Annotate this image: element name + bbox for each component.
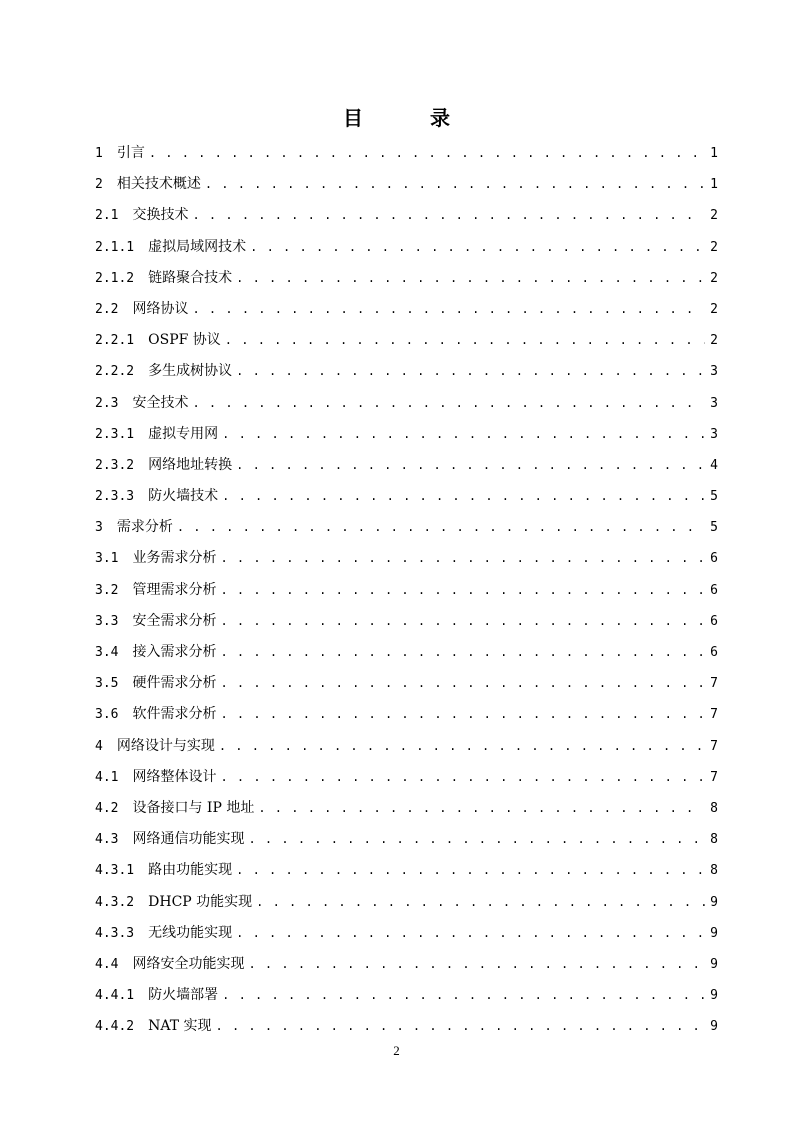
toc-entry-number: 2.2.1 — [95, 333, 135, 349]
toc-entry[interactable] — [95, 918, 718, 949]
toc-leader-dots — [220, 575, 705, 606]
toc-entry-title: 管理需求分析 — [132, 581, 217, 598]
toc-entry-title: 网络安全功能实现 — [132, 955, 245, 972]
toc-entry-number: 4.4 — [95, 956, 119, 972]
toc-entry-page: 8 — [710, 832, 718, 848]
toc-entry-number: 4.4.2 — [95, 1019, 135, 1035]
page-title: 目 录 — [343, 106, 480, 130]
toc-entry[interactable] — [95, 887, 718, 918]
toc-entry-page: 3 — [710, 364, 718, 380]
toc-entry[interactable] — [95, 138, 718, 169]
toc-entry-page: 9 — [710, 956, 718, 972]
toc-entry-number: 4.3.3 — [95, 925, 135, 941]
toc-leader-dots — [220, 699, 705, 730]
toc-leader-dots — [236, 263, 705, 294]
toc-entry[interactable] — [95, 980, 718, 1011]
toc-entry-title: 网络设计与实现 — [116, 737, 215, 754]
toc-entry[interactable] — [95, 419, 718, 450]
toc-leader-dots — [222, 481, 705, 512]
toc-entry[interactable] — [95, 762, 718, 793]
toc-entry[interactable] — [95, 169, 718, 200]
toc-leader-dots — [192, 294, 705, 325]
toc-entry-number: 2.3.2 — [95, 457, 135, 473]
toc-leader-dots — [236, 450, 705, 481]
toc-entry[interactable] — [95, 824, 718, 855]
toc-entry-number: 4.3.2 — [95, 894, 135, 910]
toc-entry-page: 2 — [710, 301, 718, 317]
toc-entry[interactable] — [95, 731, 718, 762]
toc-entry-number: 2.1.2 — [95, 270, 135, 286]
toc-leader-dots — [219, 731, 705, 762]
toc-entry-title: 路由功能实现 — [148, 862, 233, 879]
toc-entry-title: 链路聚合技术 — [148, 269, 233, 286]
toc-leader-dots — [222, 980, 705, 1011]
toc-entry-title: 多生成树协议 — [148, 363, 233, 380]
toc-leader-dots — [236, 855, 705, 886]
toc-entry-page: 7 — [710, 738, 718, 754]
toc-entry-number: 3 — [95, 520, 103, 536]
toc-leader-dots — [225, 325, 705, 356]
toc-entry[interactable] — [95, 575, 718, 606]
toc-entry-title: 设备接口与 IP 地址 — [132, 799, 255, 816]
toc-entry-page: 6 — [710, 551, 718, 567]
toc-entry-title: 接入需求分析 — [132, 644, 217, 660]
toc-entry-number: 4.3.1 — [95, 863, 135, 879]
toc-entry-number: 2.2 — [95, 301, 119, 317]
toc-entry[interactable] — [95, 325, 718, 356]
toc-entry[interactable] — [95, 668, 718, 699]
toc-entry-page: 4 — [710, 457, 718, 473]
toc-entry-title: 需求分析 — [116, 519, 173, 536]
toc-entry-page: 9 — [710, 1019, 718, 1035]
toc-entry[interactable] — [95, 356, 718, 387]
toc-entry-number: 4.2 — [95, 800, 119, 816]
toc-entry-number: 2.3 — [95, 395, 119, 411]
toc-entry-number: 4 — [95, 738, 103, 754]
toc-entry-page: 2 — [710, 333, 718, 349]
toc-entry-title: 无线功能实现 — [148, 924, 233, 941]
toc-entry[interactable] — [95, 450, 718, 481]
toc-entry-page: 5 — [710, 489, 718, 505]
toc-entry-title: 交换技术 — [132, 207, 189, 224]
toc-entry-number: 2.3.1 — [95, 426, 135, 442]
toc-entry-number: 3.4 — [95, 645, 119, 660]
toc-entry-page: 9 — [710, 988, 718, 1004]
toc-leader-dots — [149, 138, 705, 169]
toc-entry-page: 1 — [710, 177, 718, 193]
toc-entry[interactable] — [95, 606, 718, 637]
toc-entry-number: 2.1 — [95, 208, 119, 224]
toc-entry[interactable] — [95, 200, 718, 231]
toc-entry-page: 1 — [710, 146, 718, 161]
toc-entry-page: 7 — [710, 676, 718, 692]
toc-leader-dots — [248, 949, 705, 980]
toc-entry-page: 2 — [710, 270, 718, 286]
toc-entry[interactable] — [95, 481, 718, 512]
toc-entry-title: 虚拟局域网技术 — [148, 238, 247, 255]
toc-entry-number: 1 — [95, 146, 103, 161]
toc-entry-number: 2.2.2 — [95, 364, 135, 380]
toc-entry-number: 3.1 — [95, 551, 119, 567]
toc-entry[interactable] — [95, 949, 718, 980]
toc-entry-page: 3 — [710, 426, 718, 442]
toc-entry-number: 2.3.3 — [95, 489, 135, 505]
toc-entry-title: OSPF 协议 — [148, 332, 221, 349]
toc-entry-number: 2.1.1 — [95, 239, 135, 255]
toc-entry-number: 4.4.1 — [95, 988, 135, 1004]
toc-entry-page: 2 — [710, 208, 718, 224]
toc-leader-dots — [216, 1011, 705, 1042]
toc-entry[interactable] — [95, 388, 718, 419]
toc-entry-title: 网络整体设计 — [132, 768, 217, 785]
toc-entry-title: 引言 — [116, 145, 145, 161]
toc-entry-page: 2 — [710, 239, 718, 255]
toc-entry-title: 安全技术 — [132, 394, 189, 411]
toc-entry-title: DHCP 功能实现 — [148, 893, 253, 910]
toc-entry[interactable] — [95, 232, 718, 263]
toc-entry-page: 6 — [710, 645, 718, 660]
toc-entry-page: 7 — [710, 769, 718, 785]
toc-entry-title: 相关技术概述 — [116, 176, 201, 193]
toc-entry[interactable] — [95, 512, 718, 543]
page-number: 2 — [393, 1043, 400, 1058]
toc-leader-dots — [220, 668, 705, 699]
toc-entry-title: 安全需求分析 — [132, 612, 217, 629]
toc-entry-page: 6 — [710, 613, 718, 629]
toc-entry-title: 防火墙技术 — [148, 488, 219, 505]
toc-entry-number: 4.3 — [95, 832, 119, 848]
toc-leader-dots — [236, 356, 705, 387]
toc-entry[interactable] — [95, 1011, 718, 1042]
toc-entry[interactable] — [95, 699, 718, 730]
toc-entry-page: 8 — [710, 800, 718, 816]
toc-entry[interactable] — [95, 294, 718, 325]
table-of-contents — [95, 138, 718, 1042]
toc-entry[interactable] — [95, 263, 718, 294]
toc-entry-number: 3.3 — [95, 613, 119, 629]
toc-entry-number: 3.5 — [95, 676, 119, 692]
toc-entry-number: 3.6 — [95, 707, 119, 723]
toc-entry[interactable] — [95, 637, 718, 668]
toc-leader-dots — [220, 606, 705, 637]
toc-entry-title: 业务需求分析 — [132, 550, 217, 567]
toc-entry-number: 3.2 — [95, 582, 119, 598]
toc-entry[interactable] — [95, 793, 718, 824]
toc-leader-dots — [177, 512, 705, 543]
toc-entry-title: 硬件需求分析 — [132, 675, 217, 692]
toc-entry-page: 9 — [710, 894, 718, 910]
toc-leader-dots — [236, 918, 705, 949]
toc-leader-dots — [220, 543, 705, 574]
toc-leader-dots — [192, 200, 705, 231]
toc-entry[interactable] — [95, 543, 718, 574]
toc-leader-dots — [220, 637, 705, 668]
toc-entry-page: 7 — [710, 707, 718, 723]
toc-entry-page: 8 — [710, 863, 718, 879]
toc-entry-number: 4.1 — [95, 769, 119, 785]
toc-entry-page: 5 — [710, 520, 718, 536]
toc-entry-title: 软件需求分析 — [132, 706, 217, 723]
toc-leader-dots — [250, 232, 705, 263]
toc-entry-title: 网络协议 — [132, 300, 189, 317]
toc-leader-dots — [222, 419, 705, 450]
toc-entry-title: NAT 实现 — [148, 1018, 212, 1035]
toc-entry-title: 网络通信功能实现 — [132, 831, 245, 848]
toc-entry-page: 9 — [710, 925, 718, 941]
toc-leader-dots — [192, 388, 705, 419]
toc-leader-dots — [205, 169, 705, 200]
toc-entry-title: 防火墙部署 — [148, 987, 219, 1004]
toc-leader-dots — [248, 824, 705, 855]
toc-entry-number: 2 — [95, 177, 103, 193]
toc-leader-dots — [258, 793, 705, 824]
toc-leader-dots — [220, 762, 705, 793]
toc-entry-page: 6 — [710, 582, 718, 598]
toc-entry-title: 虚拟专用网 — [148, 425, 219, 442]
toc-entry-page: 3 — [710, 395, 718, 411]
toc-entry-title: 网络地址转换 — [148, 456, 233, 473]
toc-entry[interactable] — [95, 855, 718, 886]
toc-leader-dots — [256, 887, 705, 918]
